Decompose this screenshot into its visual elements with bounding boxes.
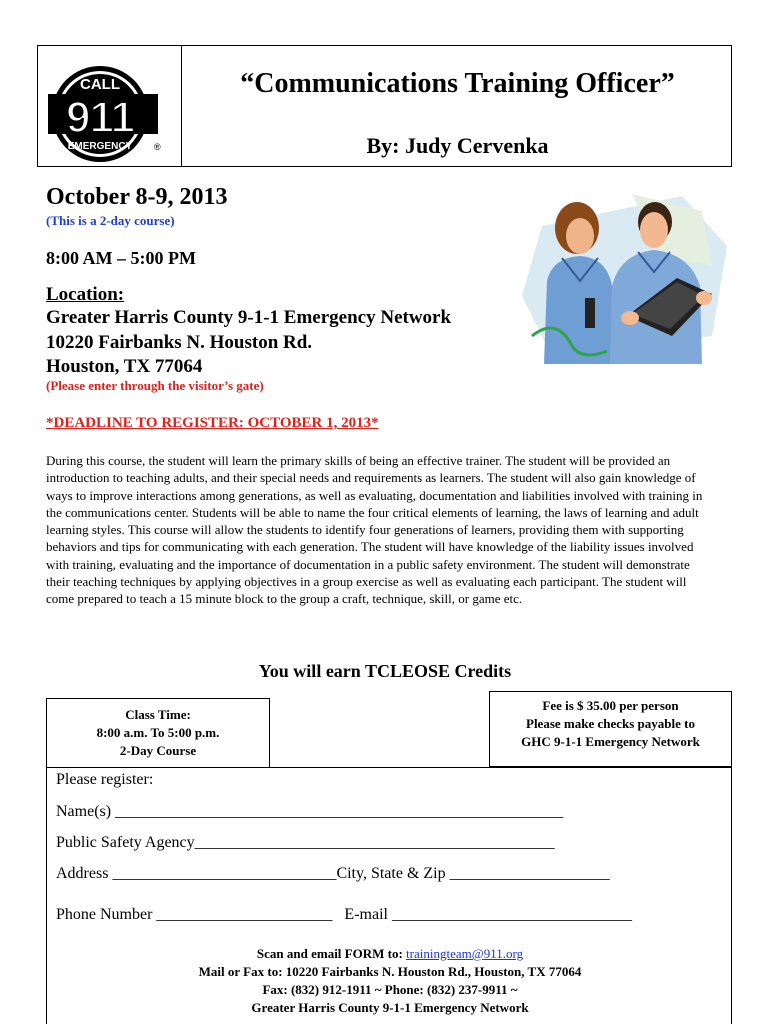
class-duration: 2-Day Course [119, 743, 197, 758]
header-box [37, 45, 732, 167]
course-date-note: (This is a 2-day course) [46, 213, 175, 228]
logo-call-text: CALL [80, 76, 120, 93]
location-line-3: Houston, TX 77064 [46, 356, 203, 377]
registration-deadline: *DEADLINE TO REGISTER: OCTOBER 1, 2013* [46, 415, 379, 431]
course-title: “Communications Training Officer” [240, 68, 675, 99]
call-911-emergency-logo-icon [48, 58, 163, 166]
name-field[interactable]: Name(s) ________________________________________________________ [56, 803, 564, 820]
location-note: (Please enter through the visitor’s gate) [46, 378, 264, 393]
footer-mail-line: Mail or Fax to: 10220 Fairbanks N. Houston Rd., Houston, TX 77064 [198, 964, 582, 979]
contact-email-link[interactable]: trainingteam@911.org [406, 946, 524, 961]
fee-amount: Fee is $ 35.00 per person [542, 698, 679, 713]
course-author: By: Judy Cervenka [366, 133, 549, 158]
registration-form [46, 767, 732, 1024]
footer-scan-line [47, 946, 733, 962]
fee-payable-label: Please make checks payable to [526, 716, 695, 731]
location-label: Location: [46, 284, 125, 305]
footer-org-line: Greater Harris County 9-1-1 Emergency Network [251, 1000, 529, 1015]
trainers-clipart-image [512, 186, 734, 364]
footer-phone-line: Fax: (832) 912-1911 ~ Phone: (832) 237-9911 ~ [262, 982, 518, 997]
register-label: Please register: [56, 771, 154, 788]
fee-box [489, 691, 732, 767]
logo-registered-mark: ® [154, 142, 161, 152]
agency-field[interactable]: Public Safety Agency_____________________________________________ [56, 834, 555, 851]
course-time: 8:00 AM – 5:00 PM [46, 248, 196, 268]
credits-notice: You will earn TCLEOSE Credits [258, 661, 512, 681]
logo-emergency-text: EMERGENCY [67, 141, 133, 152]
course-description: During this course, the student will learn the primary skills of being an effective trainer. The student will be provided an introduction to teaching adults, and their special needs and requirements as learners. The student will also gain knowledge of ways to improve interactions among generations, as well as evaluating, documentation and liabilities involved with training in the communications center. Students will be able to name the four critical elements of learning, the laws of learning and adult learning styles. This course will allow the students to identify four generations of learners, providing them with supporting behaviors and tips for communicating with each generation. The student will have knowledge of the liability issues involved with training, evaluating and the importance of documentation in a public safety environment. The student will demonstrate their teaching techniques by applying objectives in a group exercise as well as evaluating each participant. The student will come prepared to teach a 15 minute block to the group a craft, technique, skill, or game etc. [46, 453, 703, 607]
location-line-2: 10220 Fairbanks N. Houston Rd. [46, 332, 313, 353]
footer-scan-label: Scan and email FORM to: [256, 946, 407, 961]
fee-payee: GHC 9-1-1 Emergency Network [521, 734, 700, 749]
class-time-box [46, 698, 270, 768]
class-time-hours: 8:00 a.m. To 5:00 p.m. [96, 725, 220, 740]
course-date: October 8-9, 2013 [46, 184, 228, 210]
class-time-label: Class Time: [125, 707, 191, 722]
logo-911-text: 911 [66, 93, 134, 142]
address-field[interactable]: Address ____________________________City, State & Zip ____________________ [56, 865, 610, 882]
location-line-1: Greater Harris County 9-1-1 Emergency Network [46, 307, 452, 328]
phone-email-field[interactable]: Phone Number ______________________ E-mail ______________________________ [56, 906, 632, 923]
